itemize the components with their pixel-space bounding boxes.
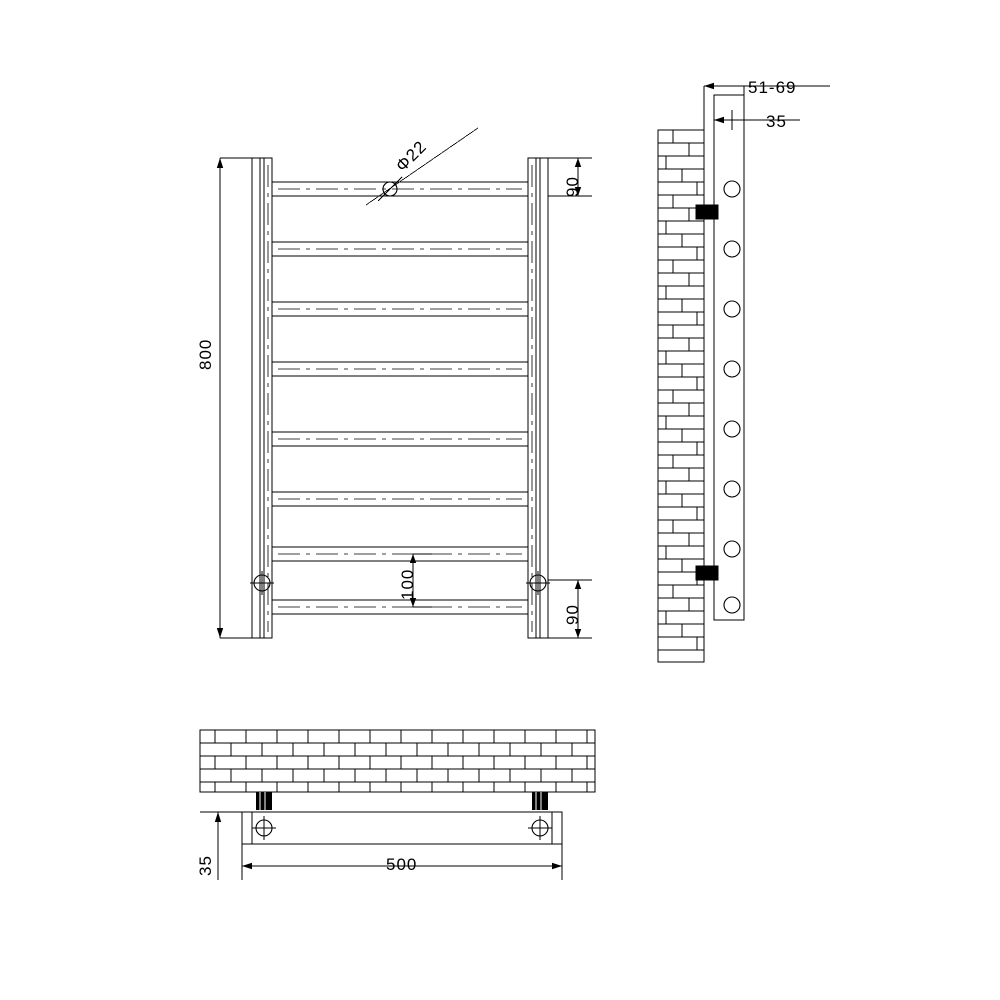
dim-label-front-top-offset: 90 [563, 176, 582, 197]
front-view [217, 128, 592, 638]
top-bracket-right [532, 792, 548, 810]
front-rungs [272, 182, 528, 614]
top-bracket-left [256, 792, 272, 810]
pipe-diameter-leader [366, 128, 478, 205]
side-bracket-bottom [696, 566, 718, 580]
dim-label-top-wall-gap: 35 [196, 855, 215, 876]
side-view [658, 83, 830, 662]
top-fixing-right [528, 816, 552, 840]
dim-label-side-depth: 51-69 [748, 78, 797, 97]
dim-front-height [217, 158, 252, 638]
dim-label-side-bracket-offset: 35 [766, 112, 787, 131]
top-wall-hatch [200, 730, 595, 792]
side-bracket-top [696, 205, 718, 219]
dim-label-front-rung-spacing: 100 [398, 568, 417, 600]
front-bracket-right [526, 571, 550, 595]
top-fixing-left [252, 816, 276, 840]
dim-label-top-width: 500 [386, 855, 418, 874]
dim-label-pipe-diameter: Φ22 [392, 136, 431, 176]
dim-side-bracket-offset [714, 105, 800, 133]
dim-label-front-height: 800 [196, 338, 215, 370]
dim-label-front-bottom-offset: 90 [563, 604, 582, 625]
side-rung-ends [724, 181, 740, 613]
front-bracket-left [250, 571, 274, 595]
